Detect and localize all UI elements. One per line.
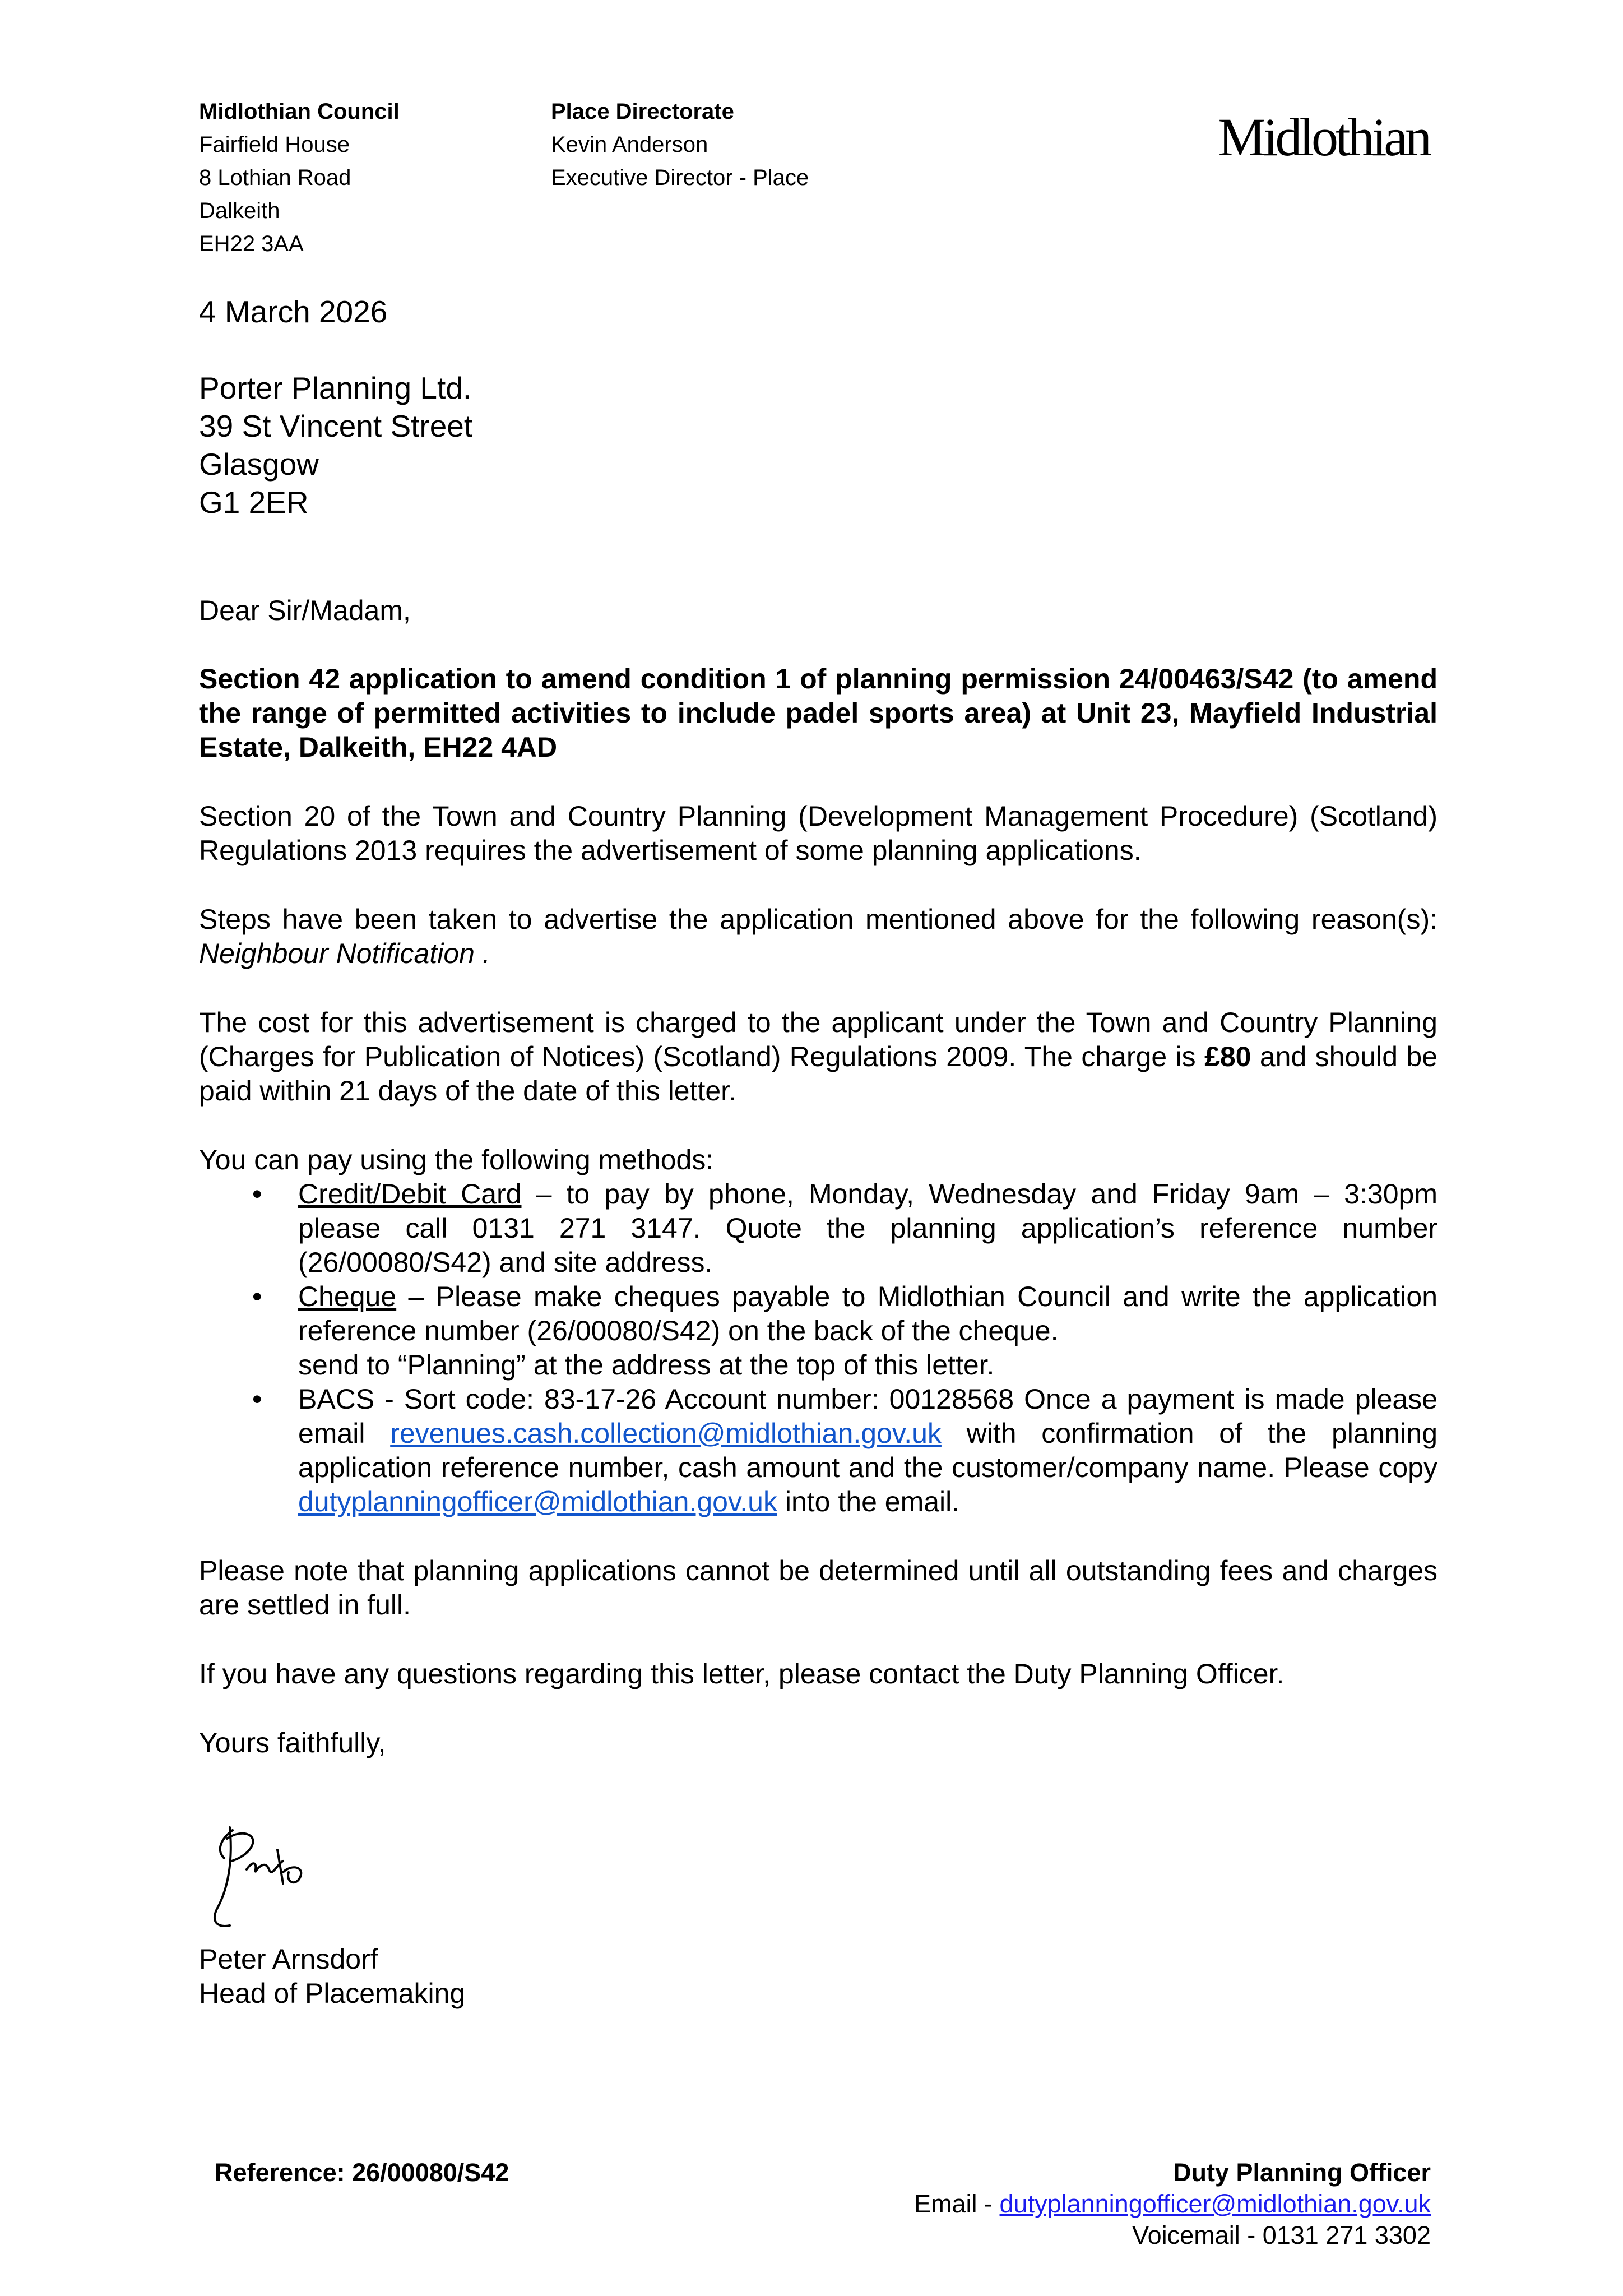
bacs-text-2: with confirmation of the planning application reference number, cash amount and the customer/company name. Please copy: [298, 1418, 1438, 1483]
closing: Yours faithfully,: [199, 1727, 386, 1758]
paragraph-cost: [199, 1006, 1437, 1108]
card-text: – to pay by phone, Monday, Wednesday and Friday 9am – 3:30pm please call 0131 271 3147. Quote the planning application’s reference number (26/00080/S42) and site address.: [298, 1178, 1437, 1278]
list-item: [199, 1280, 1437, 1382]
director-name: Kevin Anderson: [551, 132, 708, 157]
duty-officer-email-link[interactable]: dutyplanningofficer@midlothian.gov.uk: [298, 1486, 777, 1517]
directorate-name: Place Directorate: [551, 99, 734, 124]
council-address-line: EH22 3AA: [199, 232, 304, 256]
director-title: Executive Director - Place: [551, 165, 809, 190]
council-address-block: [199, 95, 513, 261]
revenues-email-link[interactable]: revenues.cash.collection@midlothian.gov.uk: [390, 1418, 942, 1449]
charge-amount: £80: [1204, 1041, 1251, 1072]
cost-text: The cost for this advertisement is charged to the applicant under the Town and Country Planning (Charges for Publication of Notices) (Scotland) Regulations 2009. The charge is: [199, 1007, 1437, 1072]
bullet-icon: •: [252, 1178, 262, 1210]
letter-body: [199, 594, 1437, 1760]
handwritten-signature: [199, 1816, 322, 1934]
cost-text-end: and should be paid within 21 days of the date of this letter.: [199, 1041, 1437, 1107]
bullet-icon: •: [252, 1383, 262, 1415]
bacs-text-3: into the email.: [777, 1486, 960, 1517]
paragraph-section-20: Section 20 of the Town and Country Planning (Development Management Procedure) (Scotland) Regulations 2013 requires the advertisement of some planning applications.: [199, 800, 1437, 866]
recipient-address: [199, 369, 472, 521]
council-address-line: Dalkeith: [199, 198, 280, 223]
recipient-line: 39 St Vincent Street: [199, 409, 473, 443]
payment-methods-list: [199, 1177, 1437, 1519]
card-label: Credit/Debit Card: [298, 1178, 522, 1210]
contact-voicemail: Voicemail - 0131 271 3302: [1132, 2221, 1431, 2249]
footer-email-link[interactable]: dutyplanningofficer@midlothian.gov.uk: [999, 2189, 1431, 2218]
signer-name: Peter Arnsdorf: [199, 1943, 378, 1975]
signer-title: Head of Placemaking: [199, 1978, 466, 2009]
midlothian-logo: Midlothian: [1218, 107, 1429, 167]
paragraph-steps: [199, 902, 1437, 971]
salutation: Dear Sir/Madam,: [199, 595, 411, 626]
bacs-text: BACS - Sort code: 83-17-26 Account number: 00128568 Once a payment is made please email: [298, 1383, 1437, 1449]
recipient-line: Porter Planning Ltd.: [199, 371, 472, 405]
subject-heading: Section 42 application to amend condition 1 of planning permission 24/00463/S42 (to amend the range of permitted activities to include padel sports area) at Unit 23, Mayfield Industrial Estate, Dalkeith, EH22 4AD: [199, 663, 1437, 763]
list-item: [199, 1177, 1437, 1280]
contact-title: Duty Planning Officer: [1172, 2158, 1431, 2187]
letter-date: 4 March 2026: [199, 294, 388, 329]
steps-reason: Neighbour Notification .: [199, 938, 490, 969]
council-address-line: Fairfield House: [199, 132, 350, 157]
cheque-text: – Please make cheques payable to Midlothian Council and write the application reference number (26/00080/S42) on the back of the cheque.: [298, 1281, 1437, 1346]
list-item: [199, 1382, 1437, 1519]
cheque-label: Cheque: [298, 1281, 397, 1312]
recipient-line: G1 2ER: [199, 485, 309, 520]
footer-contact: [914, 2157, 1431, 2251]
steps-text: Steps have been taken to advertise the application mentioned above for the following reason(s):: [199, 904, 1437, 935]
directorate-block: [551, 95, 943, 195]
footer-reference: Reference: 26/00080/S42: [215, 2158, 509, 2187]
payment-intro: You can pay using the following methods:: [199, 1144, 714, 1175]
signer-block: [199, 1942, 465, 2011]
recipient-line: Glasgow: [199, 447, 319, 482]
council-name: Midlothian Council: [199, 99, 400, 124]
cheque-send-text: send to “Planning” at the address at the top of this letter.: [298, 1349, 995, 1381]
contact-email-line: [914, 2188, 1431, 2220]
bullet-icon: •: [252, 1281, 262, 1312]
email-prefix: Email -: [914, 2189, 1000, 2218]
paragraph-note: Please note that planning applications cannot be determined until all outstanding fees and charges are settled in full.: [199, 1555, 1437, 1621]
council-address-line: 8 Lothian Road: [199, 165, 351, 190]
paragraph-questions: If you have any questions regarding this letter, please contact the Duty Planning Officer.: [199, 1658, 1285, 1689]
